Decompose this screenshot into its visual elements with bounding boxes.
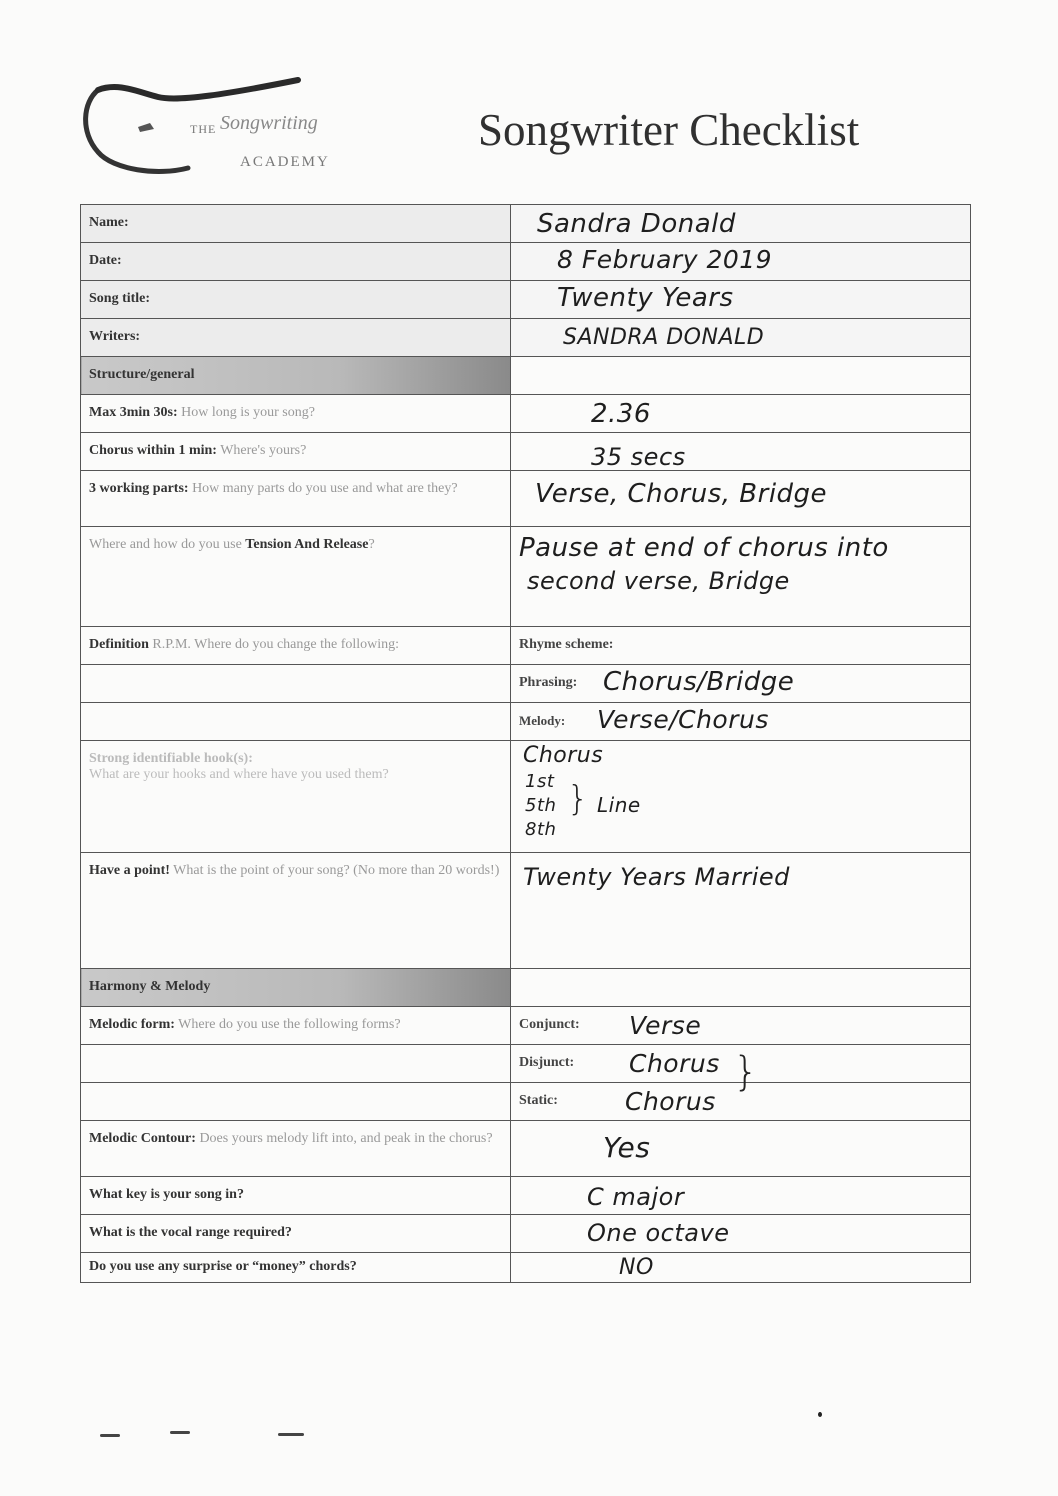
key-answer[interactable]: C major: [511, 1177, 971, 1215]
writers-value[interactable]: SANDRA DONALD: [511, 319, 971, 357]
melodic-form-row: [81, 1007, 971, 1045]
rhyme-scheme-cell[interactable]: Rhyme scheme:: [511, 627, 971, 665]
chorus-timing-row: [81, 433, 971, 471]
static-cell[interactable]: Static: Chorus }: [511, 1083, 971, 1121]
name-value[interactable]: Sandra Donald: [511, 205, 971, 243]
harmony-section-header: Harmony & Melody: [81, 969, 511, 1007]
tension-release-row: [81, 527, 971, 627]
logo-name: Songwriting: [220, 112, 318, 134]
definition-row: [81, 627, 971, 665]
date-label: Date:: [81, 243, 511, 281]
harmony-section-row: [81, 969, 971, 1007]
max-length-row: [81, 395, 971, 433]
melody-cell[interactable]: Melody: Verse/Chorus: [511, 703, 971, 741]
static-row: [81, 1083, 971, 1121]
chorus-timing-question: Chorus within 1 min: Where's yours?: [81, 433, 511, 471]
melodic-contour-question: Melodic Contour: Does yours melody lift into, and peak in the chorus?: [81, 1121, 511, 1177]
working-parts-question: 3 working parts: How many parts do you use and what are they?: [81, 471, 511, 527]
structure-section-header: Structure/general: [81, 357, 511, 395]
disjunct-row: [81, 1045, 971, 1083]
song-title-label: Song title:: [81, 281, 511, 319]
scan-speck: [818, 1412, 822, 1417]
point-row: [81, 853, 971, 969]
working-parts-answer[interactable]: Verse, Chorus, Bridge: [511, 471, 971, 527]
page-title: Songwriter Checklist: [478, 105, 860, 155]
working-parts-row: [81, 471, 971, 527]
name-row: [81, 205, 971, 243]
hooks-question: Strong identifiable hook(s): What are your hooks and where have you used them?: [81, 741, 511, 853]
writers-label: Writers:: [81, 319, 511, 357]
key-question: What key is your song in?: [81, 1177, 511, 1215]
money-chords-question: Do you use any surprise or “money” chords?: [81, 1253, 511, 1283]
writers-row: [81, 319, 971, 357]
brace-icon: }: [567, 779, 589, 819]
phrasing-row: [81, 665, 971, 703]
structure-section-row: [81, 357, 971, 395]
melodic-form-question: Melodic form: Where do you use the following forms?: [81, 1007, 511, 1045]
vocal-range-question: What is the vocal range required?: [81, 1215, 511, 1253]
hooks-answer[interactable]: Chorus 1st 5th 8th } Line: [511, 741, 971, 853]
definition-question: Definition R.P.M. Where do you change the following:: [81, 627, 511, 665]
vocal-range-row: [81, 1215, 971, 1253]
logo-academy: ACADEMY: [240, 154, 330, 170]
tension-release-answer[interactable]: Pause at end of chorus into second verse, Bridge: [511, 527, 971, 627]
disjunct-cell[interactable]: Disjunct: Chorus: [511, 1045, 971, 1083]
logo-the: THE: [190, 122, 217, 136]
scan-mark: [170, 1431, 190, 1434]
brace-icon: }: [733, 1049, 759, 1095]
tension-release-question: Where and how do you use Tension And Release?: [81, 527, 511, 627]
date-row: [81, 243, 971, 281]
melody-row: [81, 703, 971, 741]
melodic-contour-answer[interactable]: Yes: [511, 1121, 971, 1177]
max-length-question: Max 3min 30s: How long is your song?: [81, 395, 511, 433]
conjunct-cell[interactable]: Conjunct: Verse: [511, 1007, 971, 1045]
key-row: [81, 1177, 971, 1215]
melodic-contour-row: [81, 1121, 971, 1177]
money-chords-answer[interactable]: NO: [511, 1253, 971, 1283]
max-length-answer[interactable]: 2.36: [511, 395, 971, 433]
checklist-table: [80, 204, 971, 1283]
hooks-row: [81, 741, 971, 853]
name-label: Name:: [81, 205, 511, 243]
scan-mark: [278, 1433, 304, 1436]
phrasing-cell[interactable]: Phrasing: Chorus/Bridge: [511, 665, 971, 703]
song-title-value[interactable]: Twenty Years: [511, 281, 971, 319]
vocal-range-answer[interactable]: One octave: [511, 1215, 971, 1253]
money-chords-row: [81, 1253, 971, 1283]
point-answer[interactable]: Twenty Years Married: [511, 853, 971, 969]
chorus-timing-answer[interactable]: 35 secs: [511, 433, 971, 471]
song-title-row: [81, 281, 971, 319]
scan-mark: [100, 1434, 120, 1437]
date-value[interactable]: 8 February 2019: [511, 243, 971, 281]
point-question: Have a point! What is the point of your song? (No more than 20 words!): [81, 853, 511, 969]
